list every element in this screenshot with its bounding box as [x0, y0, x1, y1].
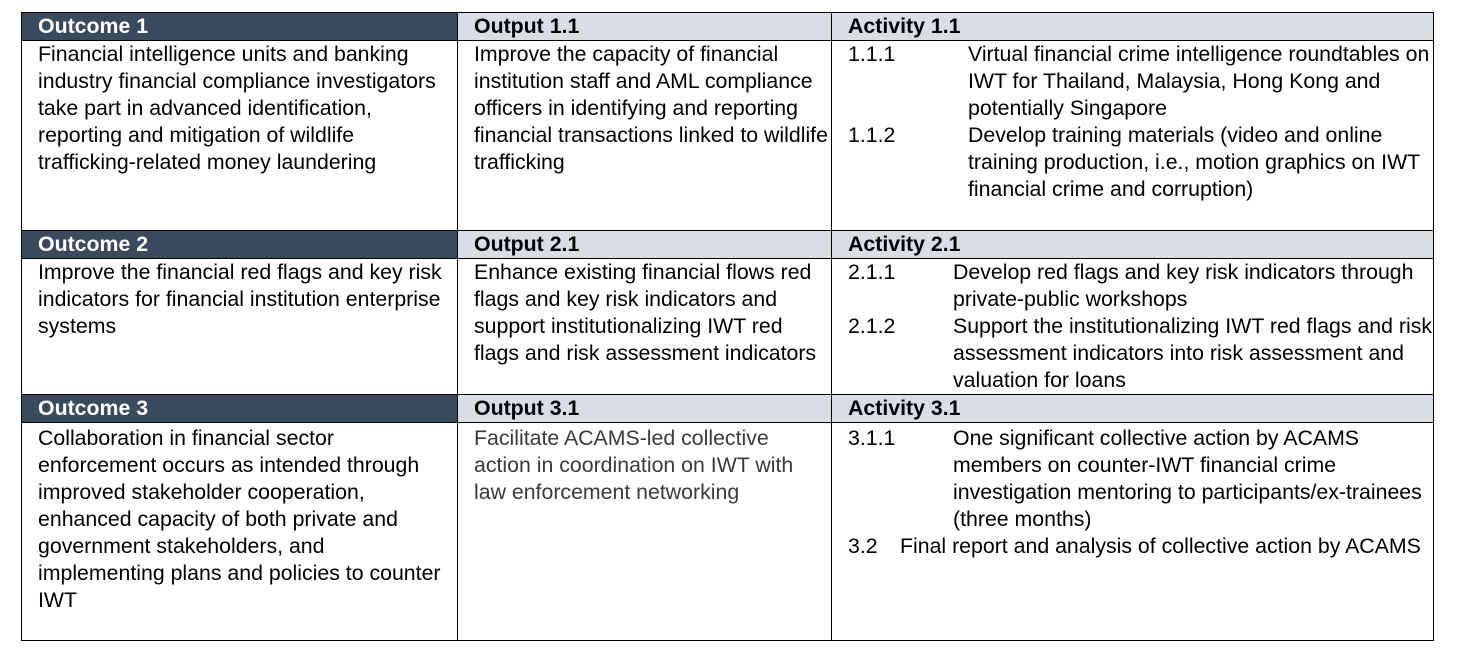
activity-2-1-cell: [832, 259, 1434, 395]
activity-3-1-header: Activity 3.1: [832, 395, 1434, 423]
activity-text: Develop training materials (video and online training production, i.e., motion graphics on IWT financial crime and corruption): [968, 123, 1420, 201]
activity-number: 1.1.2: [848, 123, 896, 147]
outcome-2-header: Outcome 2: [22, 231, 458, 259]
logframe-table: [21, 12, 1434, 641]
content-row-2: [22, 259, 1434, 395]
output-2-1-text: Enhance existing financial flows red flags and key risk indicators and support institutionalizing IWT red flags and risk assessment indicators: [458, 259, 832, 395]
output-3-1-header: Output 3.1: [458, 395, 832, 423]
activity-2-1-header: Activity 2.1: [832, 231, 1434, 259]
header-row-2: [22, 231, 1434, 259]
activity-number: 3.2: [848, 534, 878, 558]
content-row-1: [22, 41, 1434, 231]
activity-item: [848, 313, 1433, 394]
activity-3-1-cell: [832, 423, 1434, 641]
activity-1-1-cell: [832, 41, 1434, 231]
outcome-3-header: Outcome 3: [22, 395, 458, 423]
activity-text: Virtual financial crime intelligence roundtables on IWT for Thailand, Malaysia, Hong Kong and potentially Singapore: [968, 42, 1430, 120]
outcome-3-text: Collaboration in financial sector enforcement occurs as intended through improved stakeholder cooperation, enhanced capacity of both private and government stakeholders, and implementing plans and policies to counter IWT: [22, 423, 458, 641]
outcome-1-header: Outcome 1: [22, 13, 458, 41]
activity-1-1-header: Activity 1.1: [832, 13, 1434, 41]
activity-item: [848, 425, 1433, 533]
activity-number: 2.1.2: [848, 314, 896, 338]
activity-item: [848, 122, 1433, 203]
header-row-3: [22, 395, 1434, 423]
activity-item: [848, 533, 1433, 560]
activity-text: Final report and analysis of collective action by ACAMS: [900, 534, 1421, 558]
activity-item: [848, 41, 1433, 122]
activity-number: 3.1.1: [848, 426, 896, 450]
output-2-1-header: Output 2.1: [458, 231, 832, 259]
content-row-3: [22, 423, 1434, 641]
outcome-2-text: Improve the financial red flags and key risk indicators for financial institution enterprise systems: [22, 259, 458, 395]
output-3-1-text: Facilitate ACAMS-led collective action in coordination on IWT with law enforcement networking: [458, 423, 832, 641]
activity-text: Support the institutionalizing IWT red flags and risk assessment indicators into risk assessment and valuation for loans: [953, 314, 1433, 392]
output-1-1-text: Improve the capacity of financial institution staff and AML compliance officers in identifying and reporting financial transactions linked to wildlife trafficking: [458, 41, 832, 231]
activity-number: 1.1.1: [848, 42, 896, 66]
outcome-1-text: Financial intelligence units and banking industry financial compliance investigators take part in advanced identification, reporting and mitigation of wildlife trafficking-related money laundering: [22, 41, 458, 231]
activity-number: 2.1.1: [848, 260, 896, 284]
activity-text: One significant collective action by ACAMS members on counter-IWT financial crime investigation mentoring to participants/ex-trainees (three months): [953, 426, 1422, 531]
activity-item: [848, 259, 1433, 313]
header-row-1: [22, 13, 1434, 41]
output-1-1-header: Output 1.1: [458, 13, 832, 41]
activity-text: Develop red flags and key risk indicators through private-public workshops: [953, 260, 1414, 311]
